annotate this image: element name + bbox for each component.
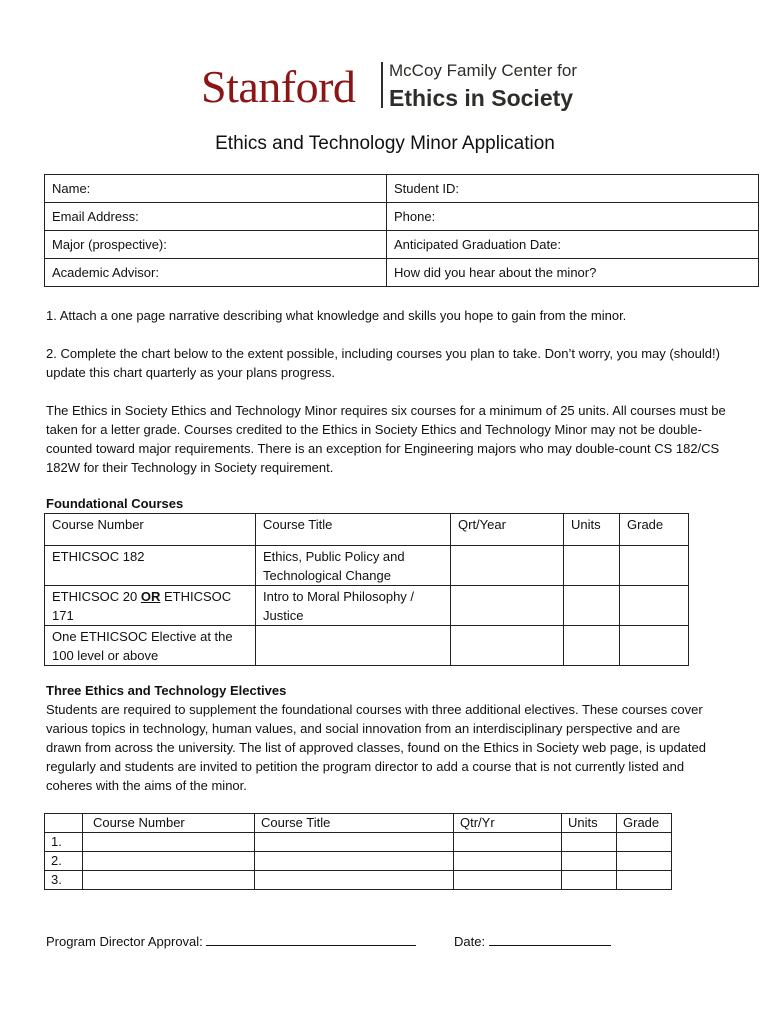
date-label: Date:	[454, 934, 486, 949]
col-course-number: Course Number	[83, 814, 255, 833]
table-row	[45, 546, 689, 586]
table-row	[45, 203, 759, 231]
qrt-year-cell[interactable]	[451, 586, 564, 626]
course-number-cell[interactable]	[83, 833, 255, 852]
student-info-table	[44, 174, 759, 287]
units-cell[interactable]	[562, 871, 617, 890]
row-number: 3.	[45, 871, 83, 890]
units-cell[interactable]	[564, 586, 620, 626]
course-number-cell: One ETHICSOC Elective at the 100 level or above	[45, 626, 256, 666]
col-row-number	[45, 814, 83, 833]
electives-description: Students are required to supplement the foundational courses with three additional electives. These courses cover various topics in technology, human values, and social innovation from an interdisciplinary perspective and are drawn from across the university. The list of approved classes, found on the Ethics in Society web page, is updated regularly and students are invited to petition the program director to add a course that is not currently listed and coheres with the aims of the minor.	[46, 702, 706, 793]
col-course-number: Course Number	[45, 514, 256, 546]
course-number-cell	[45, 586, 256, 626]
referral-source-field[interactable]: How did you hear about the minor?	[387, 259, 759, 287]
units-cell[interactable]	[564, 626, 620, 666]
course-title-cell: Intro to Moral Philosophy / Justice	[256, 586, 451, 626]
grade-cell[interactable]	[620, 546, 689, 586]
grade-cell[interactable]	[620, 626, 689, 666]
table-row	[45, 852, 672, 871]
foundational-courses-table	[44, 513, 689, 666]
email-field[interactable]: Email Address:	[45, 203, 387, 231]
table-row	[45, 871, 672, 890]
col-course-title: Course Title	[255, 814, 454, 833]
phone-field[interactable]: Phone:	[387, 203, 759, 231]
instruction-2: 2. Complete the chart below to the extent possible, including courses you plan to take. Don’t worry, you may (should!) update this chart quarterly as your plans progress.	[46, 346, 720, 380]
page-title: Ethics and Technology Minor Application	[215, 133, 555, 154]
grade-cell[interactable]	[617, 852, 672, 871]
director-approval	[46, 931, 416, 952]
qtr-yr-cell[interactable]	[454, 871, 562, 890]
units-cell[interactable]	[562, 833, 617, 852]
grade-cell[interactable]	[617, 833, 672, 852]
table-row	[45, 833, 672, 852]
electives-heading: Three Ethics and Technology Electives	[46, 683, 287, 698]
course-title-cell[interactable]	[255, 871, 454, 890]
foundational-heading: Foundational Courses	[46, 496, 184, 511]
course-option-b: ETHICSOC 171	[52, 589, 232, 623]
grade-cell[interactable]	[617, 871, 672, 890]
qrt-year-cell[interactable]	[451, 546, 564, 586]
electives-table	[44, 813, 672, 890]
course-number-cell[interactable]	[83, 871, 255, 890]
table-row	[45, 626, 689, 666]
row-number: 1.	[45, 833, 83, 852]
row-number: 2.	[45, 852, 83, 871]
advisor-field[interactable]: Academic Advisor:	[45, 259, 387, 287]
grade-cell[interactable]	[620, 586, 689, 626]
units-cell[interactable]	[564, 546, 620, 586]
student-id-field[interactable]: Student ID:	[387, 175, 759, 203]
course-title-cell[interactable]	[255, 852, 454, 871]
logo-ethics-in-society: Ethics in Society	[389, 85, 574, 111]
logo-divider	[381, 62, 383, 108]
logo-center-name: McCoy Family Center for	[389, 61, 577, 80]
col-qrt-year: Qrt/Year	[451, 514, 564, 546]
date-line[interactable]	[489, 931, 611, 946]
course-option-a: ETHICSOC 20	[52, 589, 141, 604]
instruction-1: 1. Attach a one page narrative describing what knowledge and skills you hope to gain from the minor.	[46, 308, 627, 323]
course-number-cell: ETHICSOC 182	[45, 546, 256, 586]
col-units: Units	[562, 814, 617, 833]
qtr-yr-cell[interactable]	[454, 852, 562, 871]
or-emphasis: OR	[140, 589, 161, 604]
col-grade: Grade	[617, 814, 672, 833]
stanford-logo	[201, 58, 581, 118]
table-row	[45, 231, 759, 259]
approval-date	[454, 931, 611, 952]
course-number-cell[interactable]	[83, 852, 255, 871]
course-title-cell[interactable]	[255, 833, 454, 852]
graduation-date-field[interactable]: Anticipated Graduation Date:	[387, 231, 759, 259]
major-field[interactable]: Major (prospective):	[45, 231, 387, 259]
qtr-yr-cell[interactable]	[454, 833, 562, 852]
units-cell[interactable]	[562, 852, 617, 871]
table-row	[45, 586, 689, 626]
table-header-row	[45, 814, 672, 833]
col-course-title: Course Title	[256, 514, 451, 546]
col-qtr-yr: Qtr/Yr	[454, 814, 562, 833]
table-row	[45, 259, 759, 287]
director-signature-line[interactable]	[206, 931, 416, 946]
course-title-cell: Ethics, Public Policy and Technological Change	[256, 546, 451, 586]
logo-stanford-wordmark: Stanford	[201, 61, 356, 112]
table-row	[45, 175, 759, 203]
table-header-row	[45, 514, 689, 546]
requirements-paragraph: The Ethics in Society Ethics and Technology Minor requires six courses for a minimum of 25 units. All courses must be taken for a letter grade. Courses credited to the Ethics in Society Ethics and Technology Minor may not be double-counted toward major requirements. There is an exception for Engineering majors who may double-count CS 182/CS 182W for their Technology in Society requirement.	[46, 403, 726, 475]
director-approval-label: Program Director Approval:	[46, 934, 203, 949]
col-grade: Grade	[620, 514, 689, 546]
col-units: Units	[564, 514, 620, 546]
course-title-cell[interactable]	[256, 626, 451, 666]
name-field[interactable]: Name:	[45, 175, 387, 203]
qrt-year-cell[interactable]	[451, 626, 564, 666]
